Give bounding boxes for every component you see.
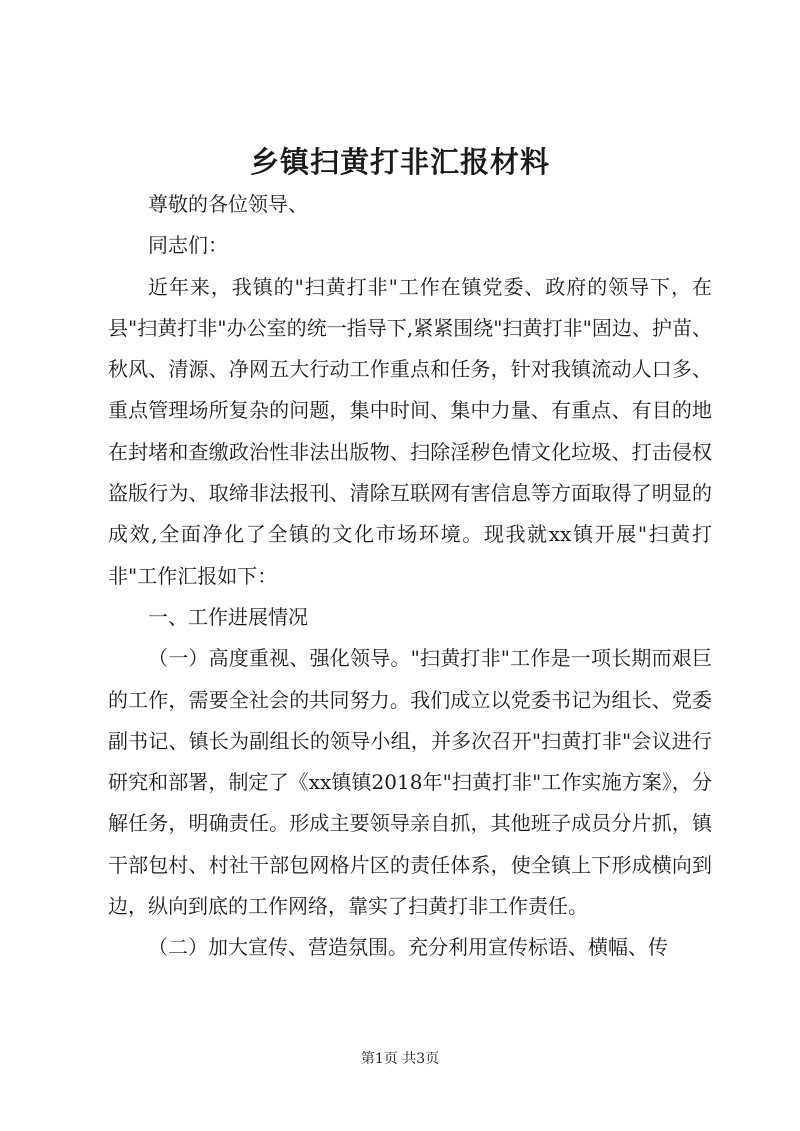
paragraph-publicity: （二）加大宣传、营造氛围。充分利用宣传标语、横幅、传 bbox=[148, 935, 668, 960]
document-body bbox=[108, 184, 712, 969]
salutation-line-1: 尊敬的各位领导、 bbox=[148, 192, 308, 216]
section-heading: 一、工作进展情况 bbox=[148, 604, 308, 629]
salutation-line-2: 同志们： bbox=[148, 233, 228, 258]
intro-paragraph: 近年来，我镇的"扫黄打非"工作在镇党委、政府的领导下，在县"扫黄打非"办公室的统一指导下,紧紧围绕"扫黄打非"固边、护苗、秋风、清源、净网五大行动工作重点和任务，针对我镇流动人口多、重点管理场所复杂的问题，集中时间、集中力量、有重点、有目的地在封堵和查缴政治性非法出版物、扫除淫秽色情文化垃圾、打击侵权盗版行为、取缔非法报刊、清除互联网有害信息等方面取得了明显的成效,全面净化了全镇的文化市场环境。现我就xx镇开展"扫黄打非"工作汇报如下： bbox=[108, 274, 712, 588]
page-title: 乡镇扫黄打非汇报材料 bbox=[249, 145, 550, 179]
page-footer: 第1页 共3页 bbox=[360, 1051, 440, 1067]
paragraph-leadership: （一）高度重视、强化领导。"扫黄打非"工作是一项长期而艰巨的工作，需要全社会的共同努力。我们成立以党委书记为组长、党委副书记、镇长为副组长的领导小组，并多次召开"扫黄打非"会议进行研究和部署，制定了《xx镇镇2018年"扫黄打非"工作实施方案》，分解任务，明确责任。形成主要领导亲自抓，其他班子成员分片抓，镇干部包村、村社干部包网格片区的责任体系，使全镇上下形成横向到边，纵向到底的工作网络，靠实了扫黄打非工作责任。 bbox=[108, 646, 712, 919]
